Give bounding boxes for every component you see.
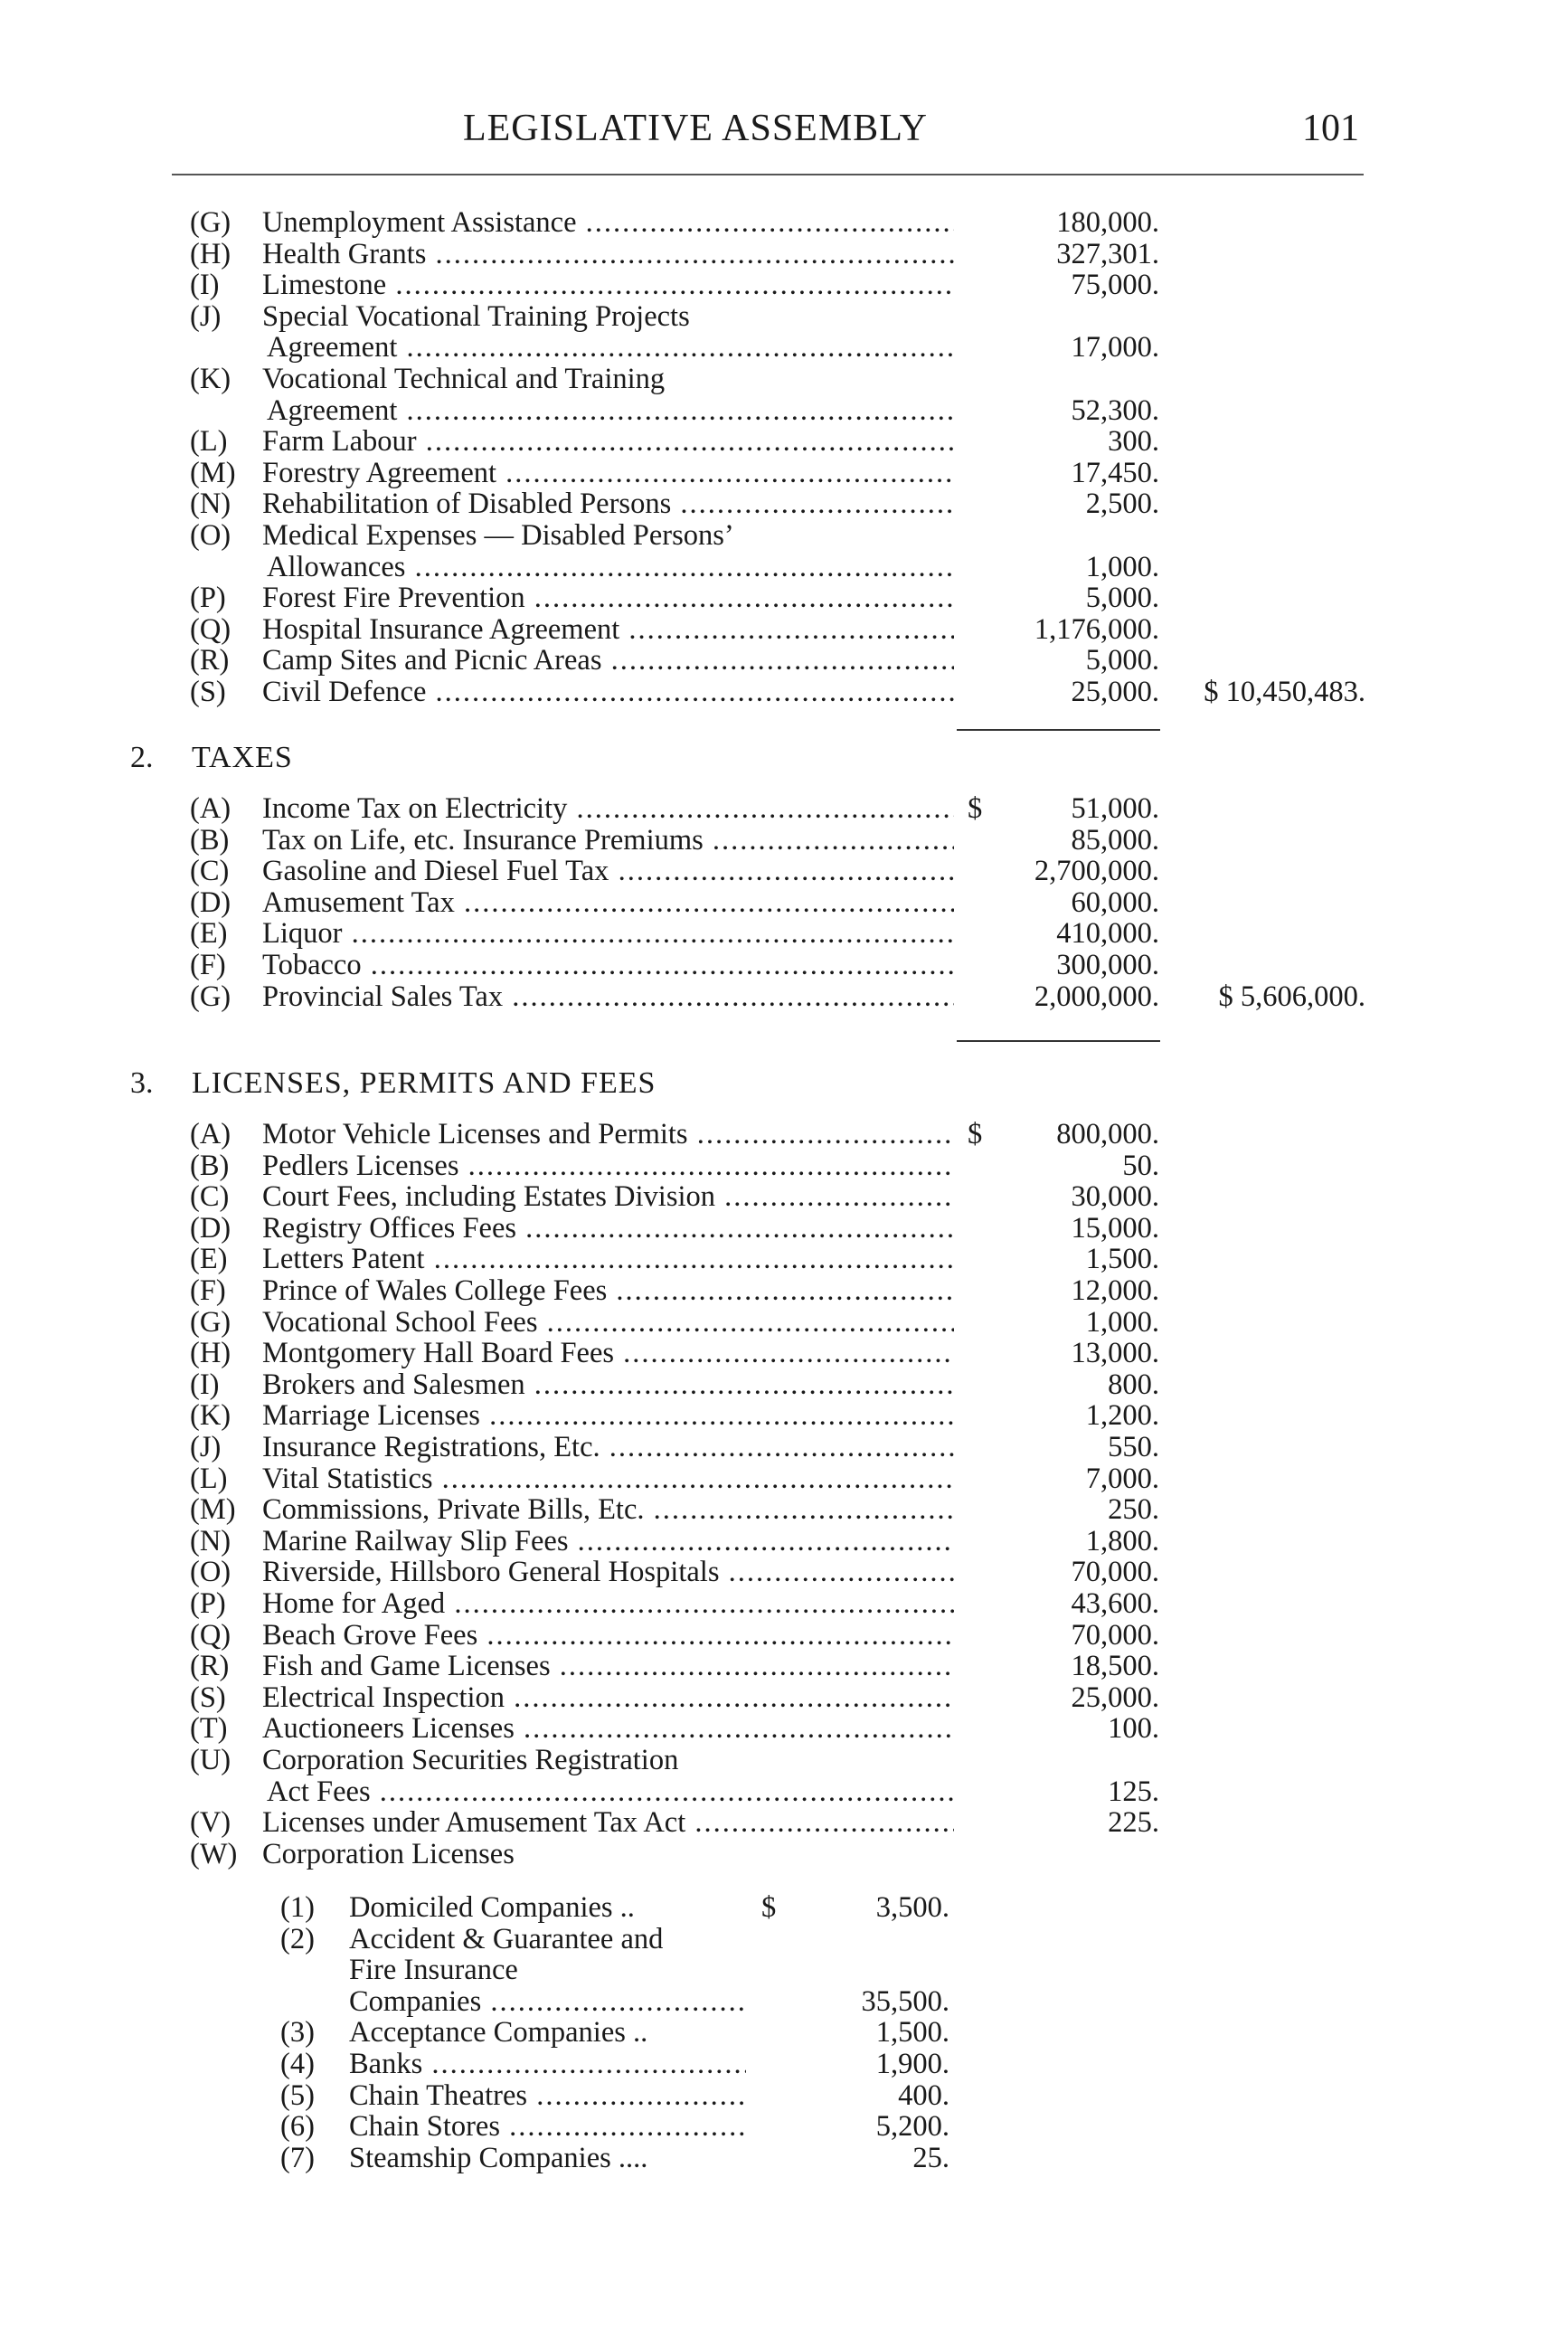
entry-description-text: Gasoline and Diesel Fuel Tax (262, 855, 609, 888)
entry-description-text: Companies (349, 1984, 482, 2018)
entry-row (0, 1525, 1568, 1557)
entry-row (0, 676, 1568, 708)
entry-description (262, 1306, 954, 1339)
entry-label: (C) (190, 1180, 230, 1214)
entry-description (262, 980, 954, 1013)
entry-amount: 30,000. (1071, 1180, 1159, 1214)
entry-label: (D) (190, 1211, 231, 1245)
entry-description (267, 394, 954, 427)
entry-label: (S) (190, 1680, 226, 1714)
entry-amount: 125. (1108, 1775, 1159, 1808)
entry-label: (T) (190, 1712, 228, 1746)
entry-amount: 5,200. (875, 2110, 949, 2144)
entry-amount: 1,800. (1085, 1524, 1159, 1557)
entry-description (262, 949, 954, 981)
page-header-title: LEGISLATIVE ASSEMBLY (463, 108, 928, 149)
entry-description (262, 1150, 954, 1182)
entry-row (0, 1493, 1568, 1526)
entry-label: (H) (190, 237, 231, 270)
entry-description-text: Agreement (267, 331, 398, 364)
entry-label: (E) (190, 1243, 228, 1276)
page-number: 101 (1302, 108, 1359, 149)
entry-amount: 52,300. (1071, 393, 1159, 427)
entry-description (262, 1463, 954, 1495)
entry-description (262, 1243, 954, 1275)
entry-label: (B) (190, 823, 230, 857)
entry-row (0, 2142, 1568, 2174)
subtotal-rule (957, 729, 1160, 731)
entry-description-text: Beach Grove Fees (262, 1618, 478, 1652)
entry-row (0, 1306, 1568, 1339)
entry-amount: 25,000. (1071, 1680, 1159, 1714)
entry-amount: 1,000. (1085, 1305, 1159, 1339)
entry-amount: 180,000. (1056, 206, 1159, 239)
entry-row (0, 1650, 1568, 1682)
entry-description (262, 425, 954, 458)
entry-label: (I) (190, 1368, 220, 1401)
entry-row (0, 394, 1568, 427)
entry-row (0, 1431, 1568, 1463)
entry-label: (N) (190, 1524, 231, 1557)
entry-amount: 3,500. (875, 1891, 949, 1924)
entry-amount: 12,000. (1071, 1274, 1159, 1307)
entry-description-text: Health Grants (262, 237, 427, 270)
entry-amount: 2,700,000. (1034, 855, 1159, 888)
entry-row (0, 457, 1568, 489)
entry-row (0, 582, 1568, 614)
entry-description-text: Motor Vehicle Licenses and Permits (262, 1118, 688, 1150)
entry-row (0, 1212, 1568, 1245)
section-number: 2. (130, 741, 154, 774)
entry-label: (6) (280, 2110, 315, 2144)
entry-description (349, 1985, 746, 2018)
entry-row (0, 792, 1568, 825)
entry-description-text: Banks (349, 2048, 423, 2080)
entry-description-text: Farm Labour (262, 425, 417, 459)
entry-row (0, 949, 1568, 981)
entry-description (262, 1806, 954, 1839)
entry-label: (A) (190, 1118, 231, 1150)
entry-row (0, 1681, 1568, 1714)
entry-description (262, 488, 954, 520)
entry-label: (C) (190, 855, 230, 888)
entry-description (262, 1525, 954, 1557)
entry-row (0, 644, 1568, 677)
entry-description (262, 582, 954, 614)
entry-row (0, 2110, 1568, 2143)
entry-description-line: Medical Expenses — Disabled Persons’ (262, 519, 734, 552)
entry-label: (S) (190, 676, 226, 708)
entry-description-text: Limestone (262, 269, 387, 302)
entry-row (0, 1587, 1568, 1620)
entry-label: (D) (190, 885, 231, 919)
entry-amount: 50. (1122, 1149, 1159, 1182)
entry-amount: 300,000. (1056, 949, 1159, 981)
entry-description-text: Commissions, Private Bills, Etc. (262, 1493, 645, 1527)
entry-description (262, 1493, 954, 1526)
entry-amount: 7,000. (1085, 1462, 1159, 1495)
entry-amount: 410,000. (1056, 917, 1159, 951)
entry-amount: 300. (1108, 425, 1159, 459)
entry-description-text: Civil Defence (262, 676, 427, 708)
entry-description (262, 1337, 954, 1369)
entry-description-text: Auctioneers Licenses (262, 1712, 515, 1746)
entry-description-text: Vital Statistics (262, 1462, 433, 1495)
entry-label: (G) (190, 206, 231, 239)
entry-row (0, 2048, 1568, 2080)
section-total: $ 5,606,000. (1218, 980, 1365, 1013)
entry-description-text: Marriage Licenses (262, 1399, 480, 1433)
entry-row (0, 1274, 1568, 1307)
entry-row (0, 1150, 1568, 1182)
entry-row (0, 1180, 1568, 1213)
entry-description (262, 1650, 954, 1682)
entry-label: (Q) (190, 1618, 231, 1652)
entry-amount: 25. (912, 2141, 949, 2174)
currency-sign: $ (761, 1891, 777, 1924)
entry-row (0, 2079, 1568, 2112)
entry-label: (K) (190, 363, 231, 395)
entry-description (262, 206, 954, 239)
entry-amount: 1,200. (1085, 1399, 1159, 1433)
entry-row (0, 886, 1568, 919)
subtotal-rule (957, 1040, 1160, 1042)
header-rule (172, 174, 1364, 175)
entry-label: (7) (280, 2141, 315, 2174)
entry-row (0, 206, 1568, 239)
entry-row (0, 1775, 1568, 1808)
entry-row (0, 1337, 1568, 1369)
entry-description (262, 886, 954, 919)
entry-amount: 100. (1108, 1712, 1159, 1746)
entry-description (262, 792, 954, 825)
entry-amount: 1,500. (1085, 1243, 1159, 1276)
entry-label: (R) (190, 1650, 230, 1683)
entry-description-text: Camp Sites and Picnic Areas (262, 644, 602, 677)
entry-description-text: Income Tax on Electricity (262, 792, 568, 825)
entry-amount: 15,000. (1071, 1211, 1159, 1245)
entry-description-text: Montgomery Hall Board Fees (262, 1337, 615, 1370)
currency-sign: $ (968, 792, 983, 825)
entry-description (267, 1775, 954, 1808)
entry-description (262, 1681, 954, 1714)
entry-row (0, 238, 1568, 270)
entry-row (0, 855, 1568, 887)
entry-amount: 60,000. (1071, 885, 1159, 919)
entry-row (0, 1619, 1568, 1652)
entry-description (262, 1431, 954, 1463)
entry-description-text: Chain Stores (349, 2110, 501, 2144)
entry-amount: 327,301. (1056, 237, 1159, 270)
entry-amount: 1,900. (875, 2048, 949, 2080)
entry-row (0, 551, 1568, 583)
entry-row (0, 1368, 1568, 1401)
entry-amount: 70,000. (1071, 1618, 1159, 1652)
entry-label: (G) (190, 980, 231, 1013)
entry-description (262, 1712, 954, 1745)
entry-row (0, 1118, 1568, 1150)
entry-row (0, 824, 1568, 857)
entry-label: (I) (190, 269, 220, 302)
entry-description (262, 238, 954, 270)
entry-description (262, 1180, 954, 1213)
entry-description-text: Forest Fire Prevention (262, 582, 525, 615)
entry-amount: 225. (1108, 1806, 1159, 1840)
entry-amount: 51,000. (1071, 792, 1159, 825)
entry-description-line: Vocational Technical and Training (262, 363, 666, 395)
entry-description-text: Forestry Agreement (262, 456, 497, 489)
entry-amount: 70,000. (1071, 1556, 1159, 1589)
entry-label: (Q) (190, 612, 231, 646)
entry-amount: 800. (1108, 1368, 1159, 1401)
entry-amount: 1,000. (1085, 550, 1159, 583)
section-number: 3. (130, 1066, 154, 1100)
entry-label: (K) (190, 1399, 231, 1433)
entry-amount: 400. (898, 2078, 949, 2112)
entry-description (262, 1368, 954, 1401)
entry-description-text: Riverside, Hillsboro General Hospitals (262, 1556, 720, 1589)
entry-description (262, 917, 954, 950)
entry-row (0, 331, 1568, 364)
entry-label: (J) (190, 1431, 222, 1463)
currency-sign: $ (968, 1118, 983, 1150)
entry-description-text: Insurance Registrations, Etc. (262, 1431, 600, 1463)
entry-amount: 250. (1108, 1493, 1159, 1527)
entry-row (0, 1712, 1568, 1745)
entry-label: (L) (190, 425, 228, 459)
entry-label: (N) (190, 488, 231, 521)
entry-row (0, 613, 1568, 646)
entry-description (349, 2079, 746, 2112)
entry-description (349, 2016, 746, 2049)
entry-description (267, 331, 954, 364)
entry-amount: 800,000. (1056, 1118, 1159, 1150)
entry-description (262, 644, 954, 677)
entry-label: (2) (280, 1922, 315, 1955)
entry-description (262, 1118, 954, 1150)
entry-label: (R) (190, 644, 230, 677)
entry-description-text: Prince of Wales College Fees (262, 1274, 608, 1307)
group-total: $ 10,450,483. (1204, 676, 1365, 708)
entry-description (349, 2048, 746, 2080)
entry-description (262, 457, 954, 489)
entry-amount: 17,450. (1071, 456, 1159, 489)
entry-label: (W) (190, 1837, 238, 1870)
entry-description-text: Letters Patent (262, 1243, 425, 1276)
entry-description-text: Chain Theatres (349, 2078, 528, 2112)
entry-amount: 550. (1108, 1431, 1159, 1463)
entry-description-line: Accident & Guarantee and (349, 1922, 664, 1955)
entry-description-text: Registry Offices Fees (262, 1211, 517, 1245)
entry-label: (F) (190, 949, 226, 981)
entry-description (349, 1891, 746, 1924)
entry-description-text: Allowances (267, 550, 406, 583)
entry-label: (E) (190, 917, 228, 951)
entry-description (262, 1587, 954, 1620)
entry-description (349, 2110, 746, 2143)
entry-description-text: Liquor (262, 917, 343, 951)
entry-description-text: Unemployment Assistance (262, 206, 577, 239)
entry-amount: 2,500. (1085, 488, 1159, 521)
entry-label: (4) (280, 2048, 315, 2080)
entry-description-text: Tobacco (262, 949, 362, 981)
entry-amount: 18,500. (1071, 1650, 1159, 1683)
entry-row (0, 425, 1568, 458)
entry-row (0, 917, 1568, 950)
entry-label: (O) (190, 519, 231, 552)
entry-description-text: Act Fees (267, 1775, 371, 1808)
entry-description (262, 1399, 954, 1432)
entry-description-text: Provincial Sales Tax (262, 980, 504, 1013)
entry-label: (5) (280, 2078, 315, 2112)
entry-description-line: Corporation Securities Registration (262, 1744, 679, 1776)
entry-row (0, 2016, 1568, 2049)
entry-label: (F) (190, 1274, 226, 1307)
entry-description-line: Fire Insurance (349, 1954, 518, 1987)
entry-description-text: Licenses under Amusement Tax Act (262, 1806, 686, 1840)
entry-label: (1) (280, 1891, 315, 1924)
entry-description-text: Brokers and Salesmen (262, 1368, 525, 1401)
entry-description (262, 1212, 954, 1245)
entry-amount: 17,000. (1071, 331, 1159, 364)
entry-amount: 2,000,000. (1034, 980, 1159, 1013)
entry-label: (3) (280, 2016, 315, 2050)
entry-row (0, 1806, 1568, 1839)
entry-row (0, 1891, 1568, 1924)
entry-amount: 13,000. (1071, 1337, 1159, 1370)
entry-label: (U) (190, 1744, 231, 1776)
entry-label: (P) (190, 1587, 226, 1620)
entry-description-text: Tax on Life, etc. Insurance Premiums (262, 823, 704, 857)
entry-description-text: Electrical Inspection (262, 1680, 505, 1714)
entry-amount: 5,000. (1085, 582, 1159, 615)
entry-row (0, 1556, 1568, 1588)
entry-amount: 5,000. (1085, 644, 1159, 677)
entry-amount: 85,000. (1071, 823, 1159, 857)
entry-label: (J) (190, 299, 222, 333)
entry-description (262, 855, 954, 887)
entry-description-text: Amusement Tax (262, 885, 455, 919)
entry-description (267, 551, 954, 583)
entry-description-text: Acceptance Companies .. (349, 2016, 648, 2050)
entry-description (262, 1274, 954, 1307)
entry-label: (G) (190, 1305, 231, 1339)
entry-description (262, 269, 954, 301)
entry-label: (P) (190, 582, 226, 615)
entry-description-text: Domiciled Companies .. (349, 1891, 635, 1924)
entry-amount: 35,500. (861, 1984, 949, 2018)
entry-amount: 25,000. (1071, 676, 1159, 708)
entry-description-text: Agreement (267, 393, 398, 427)
entry-amount: 1,176,000. (1034, 612, 1159, 646)
entry-description-text: Hospital Insurance Agreement (262, 612, 620, 646)
entry-description-text: Vocational School Fees (262, 1305, 538, 1339)
entry-label: (L) (190, 1462, 228, 1495)
entry-description (262, 1556, 954, 1588)
entry-amount: 75,000. (1071, 269, 1159, 302)
entry-description (262, 1619, 954, 1652)
section-title: LICENSES, PERMITS AND FEES (192, 1066, 656, 1100)
entry-row (0, 269, 1568, 301)
entry-label: (B) (190, 1149, 230, 1182)
entry-amount: 43,600. (1071, 1587, 1159, 1620)
entry-description-text: Home for Aged (262, 1587, 446, 1620)
entry-description-line: Corporation Licenses (262, 1837, 515, 1870)
entry-label: (M) (190, 1493, 236, 1527)
entry-description-text: Pedlers Licenses (262, 1149, 459, 1182)
entry-description (262, 824, 954, 857)
entry-label: (H) (190, 1337, 231, 1370)
entry-description (349, 2142, 746, 2174)
entry-description-text: Marine Railway Slip Fees (262, 1524, 569, 1557)
entry-label: (V) (190, 1806, 231, 1840)
entry-row (0, 1985, 1568, 2018)
entry-row (0, 488, 1568, 520)
entry-label: (O) (190, 1556, 231, 1589)
entry-row (0, 1463, 1568, 1495)
entry-label: (A) (190, 792, 231, 825)
entry-description (262, 676, 954, 708)
entry-amount: 1,500. (875, 2016, 949, 2050)
entry-description-line: Special Vocational Training Projects (262, 299, 690, 333)
entry-row (0, 1399, 1568, 1432)
entry-row (0, 1243, 1568, 1275)
entry-description-text: Fish and Game Licenses (262, 1650, 551, 1683)
entry-description-text: Court Fees, including Estates Division (262, 1180, 716, 1214)
entry-description-text: Rehabilitation of Disabled Persons (262, 488, 672, 521)
entry-description-text: Steamship Companies .... (349, 2141, 648, 2174)
entry-description (262, 613, 954, 646)
section-title: TAXES (192, 741, 293, 774)
entry-label: (M) (190, 456, 236, 489)
